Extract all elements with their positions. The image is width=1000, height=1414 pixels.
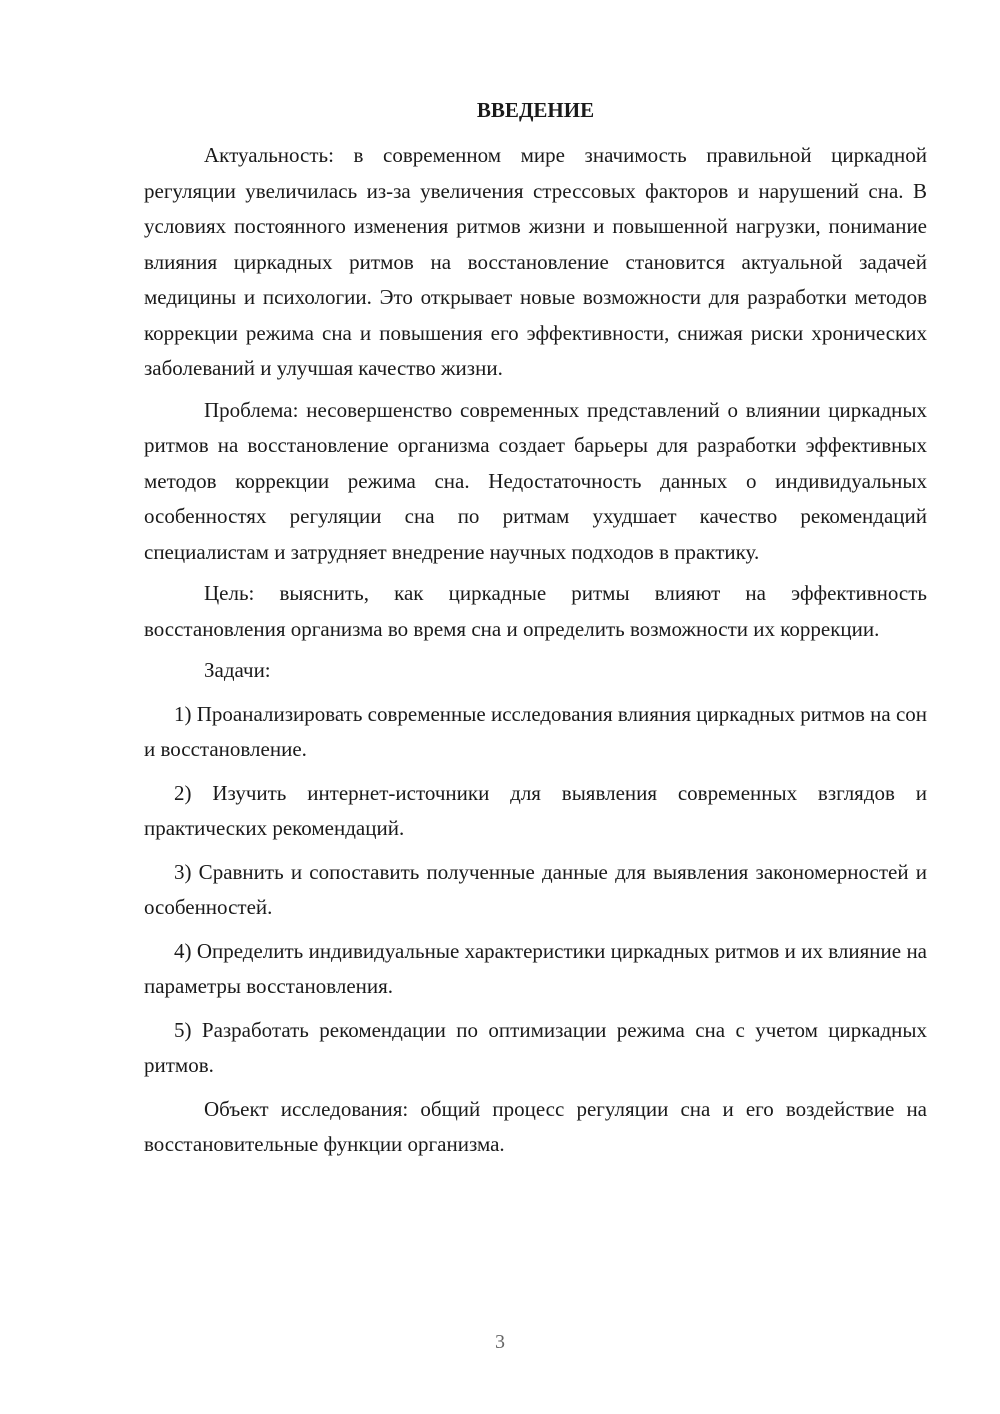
task-item: 2) Изучить интернет-источники для выявления современных взглядов и практических рекомендаций. [144, 780, 927, 840]
task-item: 1) Проанализировать современные исследования влияния циркадных ритмов на сон и восстановление. [144, 701, 928, 761]
page-number: 3 [495, 1331, 505, 1353]
tasks-label: Задачи: [204, 658, 271, 682]
section-heading: ВВЕДЕНИЕ [476, 98, 595, 122]
page-content [144, 92, 927, 1169]
task-item: 4) Определить индивидуальные характеристики циркадных ритмов и их влияние на параметры восстановления. [144, 938, 927, 998]
task-item: 3) Сравнить и сопоставить полученные данные для выявления закономерностей и особенностей. [144, 859, 927, 919]
task-item: 5) Разработать рекомендации по оптимизации режима сна с учетом циркадных ритмов. [144, 1017, 927, 1077]
goal-paragraph: Цель: выяснить, как циркадные ритмы влияют на эффективность восстановления организма во время сна и определить возможности их коррекции. [144, 581, 927, 641]
problem-paragraph: Проблема: несовершенство современных представлений о влиянии циркадных ритмов на восстановление организма создает барьеры для разработки эффективных методов коррекции режима сна. Недостаточность данных о индивидуальных особенностях регуляции сна по ритмам ухудшает качество рекомендаций специалистам и затрудняет внедрение научных подходов в практику. [144, 397, 927, 564]
relevance-paragraph: Актуальность: в современном мире значимость правильной циркадной регуляции увеличилась из-за увеличения стрессовых факторов и нарушений сна. В условиях постоянного изменения ритмов жизни и повышенной нагрузки, понимание влияния циркадных ритмов на восстановление становится актуальной задачей медицины и психологии. Это открывает новые возможности для разработки методов коррекции режима сна и повышения его эффективности, снижая риски хронических заболеваний и улучшая качество жизни. [144, 143, 927, 380]
object-paragraph: Объект исследования: общий процесс регуляции сна и его воздействие на восстановительные функции организма. [144, 1096, 927, 1156]
